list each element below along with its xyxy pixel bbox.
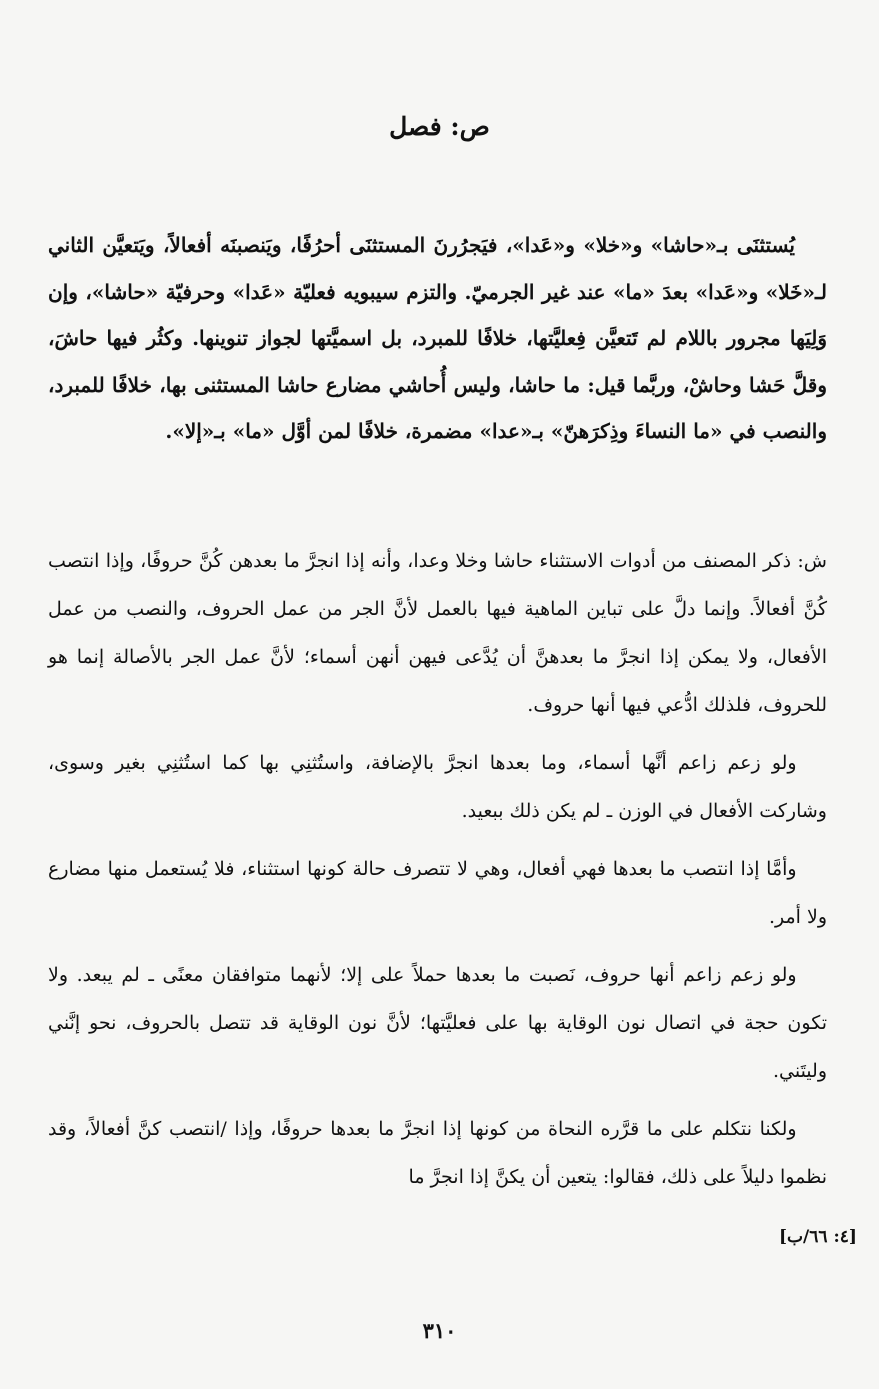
folio-marker: [٤: ٦٦/ب] (779, 1227, 857, 1247)
sharh-paragraph: ولو زعم زاعم أنها حروف، نَصبت ما بعدها حملاً على إلا؛ لأنهما متوافقان معنًى ـ لم يبعد. ولا تكون حجة في اتصال نون الوقاية بها على فعليَّتها؛ لأنَّ نون الوقاية قد تتصل بالحروف، نحو إنَّني وليتَني. (48, 964, 827, 1082)
sharh-paragraph: وأمَّا إذا انتصب ما بعدها فهي أفعال، وهي لا تتصرف حالة كونها استثناء، فلا يُستعمل منها مضارع ولا أمر. (48, 858, 827, 928)
matn-paragraph: يُستثنَى بـ«حاشا» و«خلا» و«عَدا»، فيَجرُرنَ المستثنَى أحرُفًا، ويَنصبنَه أفعالاً، ويَتعيَّن الثاني لـ«خَلا» و«عَدا» بعدَ «ما» عند غير الجرميّ. والتزم سيبويه فعليّة «عَدا» وحرفيّة «حاشا»، وإن وَلِيَها مجرور باللام لم تَتعيَّن فِعليَّتها، خلافًا للمبرد، بل اسميَّتها لجواز تنوينها. وكثُر فيها حاشَ، وقلَّ حَشا وحاشْ، وربَّما قيل: ما حاشا، وليس أُحاشي مضارع حاشا المستثنى بها، خلافًا للمبرد، والنصب في «ما النساءَ وذِكرَهنّ» بـ«عدا» مضمرة، خلافًا لمن أوَّل «ما» بـ«إلا». (48, 233, 827, 443)
sharh-paragraph: ش: ذكر المصنف من أدوات الاستثناء حاشا وخلا وعدا، وأنه إذا انجرَّ ما بعدهن كُنَّ حروفًا، وإذا انتصب كُنَّ أفعالاً. وإنما دلَّ على تباين الماهية فيها بالعمل لأنَّ الجر من عمل الحروف، والنصب من عمل الأفعال، ولا يمكن إذا انجرَّ ما بعدهنَّ أن يُدَّعى فيهن أنهن أسماء؛ لأنَّ عمل الجر بالأصالة إنما هو للحروف، فلذلك ادُّعي فيها أنها حروف. (48, 550, 827, 716)
matn-text (48, 222, 827, 455)
section-heading: ص: فصل (389, 112, 490, 141)
sharh-text (48, 537, 827, 1211)
sharh-paragraph: ولو زعم زاعم أنَّها أسماء، وما بعدها انجرَّ بالإضافة، واستُثنِي بها كما استُثنِي بغير وسوى، وشاركت الأفعال في الوزن ـ لم يكن ذلك ببعيد. (48, 752, 827, 822)
page-number: ٣١٠ (422, 1318, 457, 1343)
sharh-paragraph: ولكنا نتكلم على ما قرَّره النحاة من كونها إذا انجرَّ ما بعدها حروفًا، وإذا /انتصب كنَّ أفعالاً، وقد نظموا دليلاً على ذلك، فقالوا: يتعين أن يكنَّ إذا انجرَّ ما (48, 1118, 827, 1188)
